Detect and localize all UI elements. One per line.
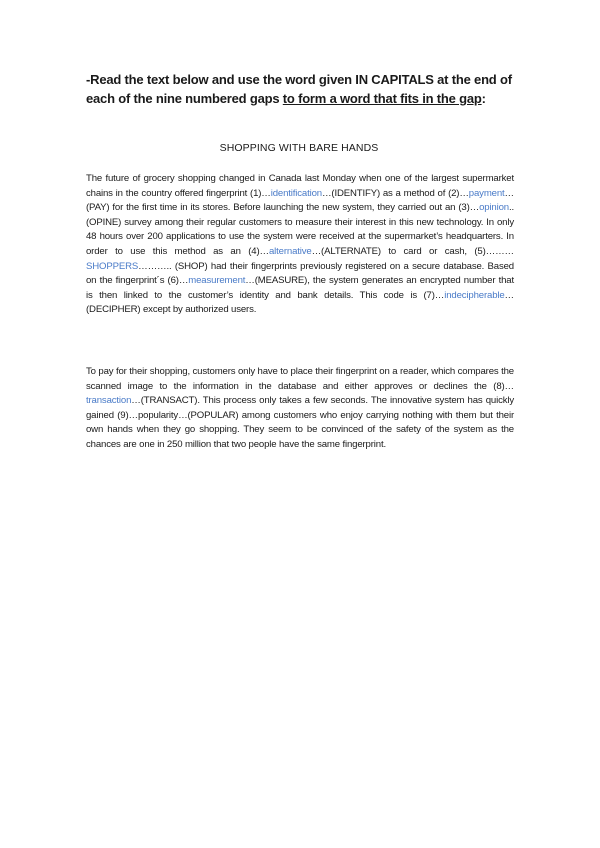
text-segment: To pay for their shopping, customers only have to place their fingerprint on a reader, which compares the scanned image to the information in the database and either approves or declines the (8)… [86, 366, 514, 392]
text-segment: …(IDENTIFY) as a method of (2)… [321, 187, 469, 199]
text-segment: …(PAY) for the first time in its stores. Before launching the new system, they carried out an (3)… [86, 187, 514, 214]
text-segment: …(DECIPHER) except by authorized users. [86, 289, 514, 316]
answer-6: measurement [188, 275, 246, 287]
text-segment: ..(OPINE) survey among their regular customers to measure their interest in this new technology. In only 48 hours over 200 applications to use the system were received at the supermarket’s headquarters. In order to use this method as an (4)… [86, 202, 514, 257]
answer-3: opinion [479, 202, 509, 214]
text-segment: The future of grocery shopping changed in Canada last Monday when one of the largest supermarket chains in the country offered fingerprint (1)… [86, 173, 514, 199]
instruction-text [86, 70, 526, 108]
answer-1: identification [270, 187, 322, 199]
article-paragraph-1 [86, 172, 514, 318]
article-paragraph-2 [86, 365, 514, 453]
text-segment: …(TRANSACT). This process only takes a few seconds. The innovative system has quickly gained (9)…popularity…(POPULAR) among customers who enjoy carrying nothing with them but their own hands when they go shopping. They seem to be convinced of the safety of the system as the chances are one in 250 million that two people have the same fingerprint. [86, 395, 514, 450]
answer-8: transaction [86, 395, 132, 407]
answer-2: payment [468, 187, 505, 199]
answer-5: SHOPPERS [86, 260, 139, 272]
article-title: SHOPPING WITH BARE HANDS [219, 142, 379, 154]
text-segment: ……….. (SHOP) had their fingerprints previously registered on a secure database. Based on the fingerprint´s (6)… [86, 260, 514, 287]
text-segment: …(ALTERNATE) to card or cash, (5)……… [311, 245, 514, 257]
instruction-underlined: to form a word that fits in the gap [282, 91, 482, 106]
answer-7: indecipherable [444, 289, 505, 301]
text-segment: …(MEASURE), the system generates an encrypted number that is then linked to the customer’s identity and bank details. This code is (7)… [86, 275, 514, 301]
instruction-colon: : [481, 91, 486, 106]
instruction-main: -Read the text below and use the word given IN CAPITALS at the end of each of the nine numbered gaps [86, 72, 512, 106]
answer-4: alternative [268, 245, 312, 257]
